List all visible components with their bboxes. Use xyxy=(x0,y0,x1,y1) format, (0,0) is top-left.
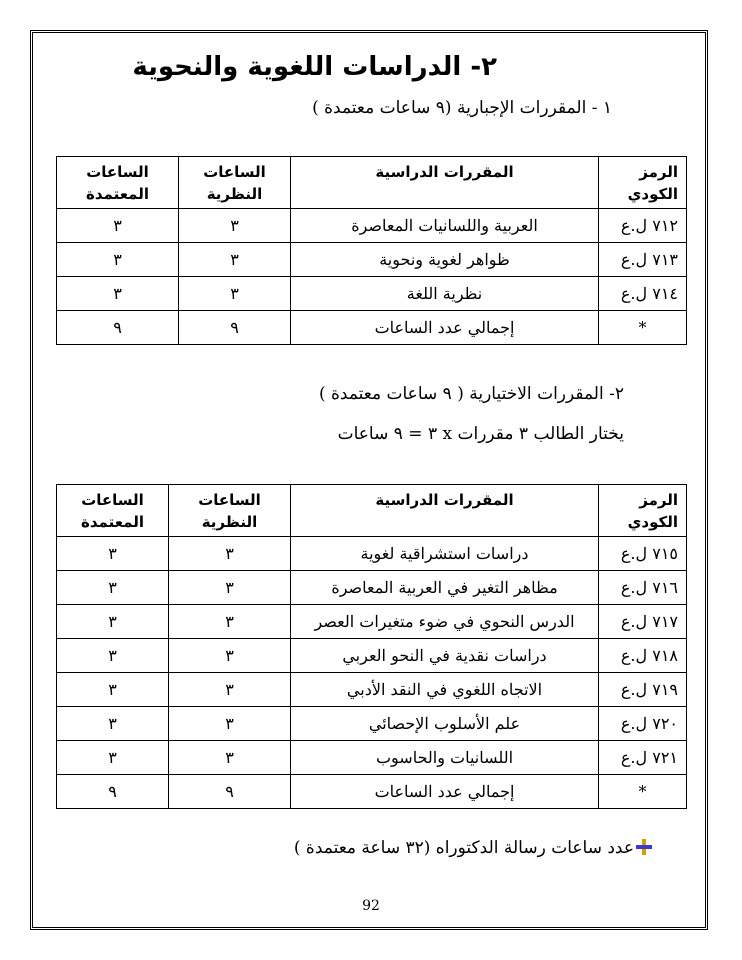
table-row xyxy=(57,537,687,571)
theory-hours: ٣ xyxy=(169,571,291,605)
header-theory: الساعات النظرية xyxy=(179,157,291,209)
header-course: المقررات الدراسية xyxy=(291,485,599,537)
table-row xyxy=(57,243,687,277)
course-name: العربية واللسانيات المعاصرة xyxy=(291,209,599,243)
table-header-row xyxy=(57,485,687,537)
course-name: مظاهر التغير في العربية المعاصرة xyxy=(291,571,599,605)
header-course: المقررات الدراسية xyxy=(291,157,599,209)
elective-title: ٢- المقررات الاختيارية ( ٩ ساعات معتمدة ) xyxy=(318,384,624,404)
header-code: الرمز الكودي xyxy=(599,157,687,209)
course-name: علم الأسلوب الإحصائي xyxy=(291,707,599,741)
table-row xyxy=(57,209,687,243)
course-code: * xyxy=(599,311,687,345)
theory-hours: ٩ xyxy=(179,311,291,345)
table-row xyxy=(57,639,687,673)
elective-note: يختار الطالب ٣ مقررات x ٣ = ٩ ساعات xyxy=(337,424,624,444)
section-heading: ٢- الدراسات اللغوية والنحوية xyxy=(132,52,497,82)
dissertation-note xyxy=(294,838,652,858)
theory-hours: ٣ xyxy=(169,707,291,741)
table-row xyxy=(57,707,687,741)
table-row xyxy=(57,605,687,639)
table-row xyxy=(57,673,687,707)
credit-hours: ٣ xyxy=(57,243,179,277)
course-code: ٧١٢ ل.ع xyxy=(599,209,687,243)
credit-hours: ٣ xyxy=(57,537,169,571)
table-row xyxy=(57,571,687,605)
course-name: الاتجاه اللغوي في النقد الأدبي xyxy=(291,673,599,707)
course-code: ٧١٦ ل.ع xyxy=(599,571,687,605)
course-code: ٧١٣ ل.ع xyxy=(599,243,687,277)
theory-hours: ٣ xyxy=(179,209,291,243)
theory-hours: ٣ xyxy=(169,673,291,707)
course-code: ٧٢٠ ل.ع xyxy=(599,707,687,741)
table-total-row xyxy=(57,311,687,345)
credit-hours: ٣ xyxy=(57,209,179,243)
theory-hours: ٣ xyxy=(179,277,291,311)
dissertation-note-text: عدد ساعات رسالة الدكتوراه (٣٢ ساعة معتمدة ) xyxy=(293,838,634,858)
theory-hours: ٣ xyxy=(169,741,291,775)
theory-hours: ٣ xyxy=(179,243,291,277)
credit-hours: ٣ xyxy=(57,707,169,741)
header-credit: الساعات المعتمدة xyxy=(57,157,179,209)
course-name: الدرس النحوي في ضوء متغيرات العصر xyxy=(291,605,599,639)
course-code: * xyxy=(599,775,687,809)
course-code: ٧٢١ ل.ع xyxy=(599,741,687,775)
course-code: ٧١٥ ل.ع xyxy=(599,537,687,571)
page-number: 92 xyxy=(362,898,380,914)
table-total-row xyxy=(57,775,687,809)
compulsory-courses-table xyxy=(56,156,687,345)
course-name: إجمالي عدد الساعات xyxy=(291,775,599,809)
table-row xyxy=(57,277,687,311)
credit-hours: ٣ xyxy=(57,277,179,311)
course-name: ظواهر لغوية ونحوية xyxy=(291,243,599,277)
theory-hours: ٣ xyxy=(169,639,291,673)
header-theory: الساعات النظرية xyxy=(169,485,291,537)
course-code: ٧١٤ ل.ع xyxy=(599,277,687,311)
table-header-row xyxy=(57,157,687,209)
theory-hours: ٩ xyxy=(169,775,291,809)
course-name: إجمالي عدد الساعات xyxy=(291,311,599,345)
header-credit: الساعات المعتمدة xyxy=(57,485,169,537)
credit-hours: ٩ xyxy=(57,311,179,345)
theory-hours: ٣ xyxy=(169,605,291,639)
credit-hours: ٣ xyxy=(57,741,169,775)
credit-hours: ٣ xyxy=(57,571,169,605)
compulsory-title: ١ - المقررات الإجبارية (٩ ساعات معتمدة ) xyxy=(312,98,612,118)
course-code: ٧١٧ ل.ع xyxy=(599,605,687,639)
credit-hours: ٣ xyxy=(57,605,169,639)
credit-hours: ٣ xyxy=(57,639,169,673)
course-name: نظرية اللغة xyxy=(291,277,599,311)
table-row xyxy=(57,741,687,775)
course-name: اللسانيات والحاسوب xyxy=(291,741,599,775)
elective-courses-table xyxy=(56,484,687,809)
course-name: دراسات استشراقية لغوية xyxy=(291,537,599,571)
course-code: ٧١٨ ل.ع xyxy=(599,639,687,673)
theory-hours: ٣ xyxy=(169,537,291,571)
course-code: ٧١٩ ل.ع xyxy=(599,673,687,707)
credit-hours: ٩ xyxy=(57,775,169,809)
arrow-bullet-icon xyxy=(636,839,652,855)
header-code: الرمز الكودي xyxy=(599,485,687,537)
course-name: دراسات نقدية في النحو العربي xyxy=(291,639,599,673)
credit-hours: ٣ xyxy=(57,673,169,707)
